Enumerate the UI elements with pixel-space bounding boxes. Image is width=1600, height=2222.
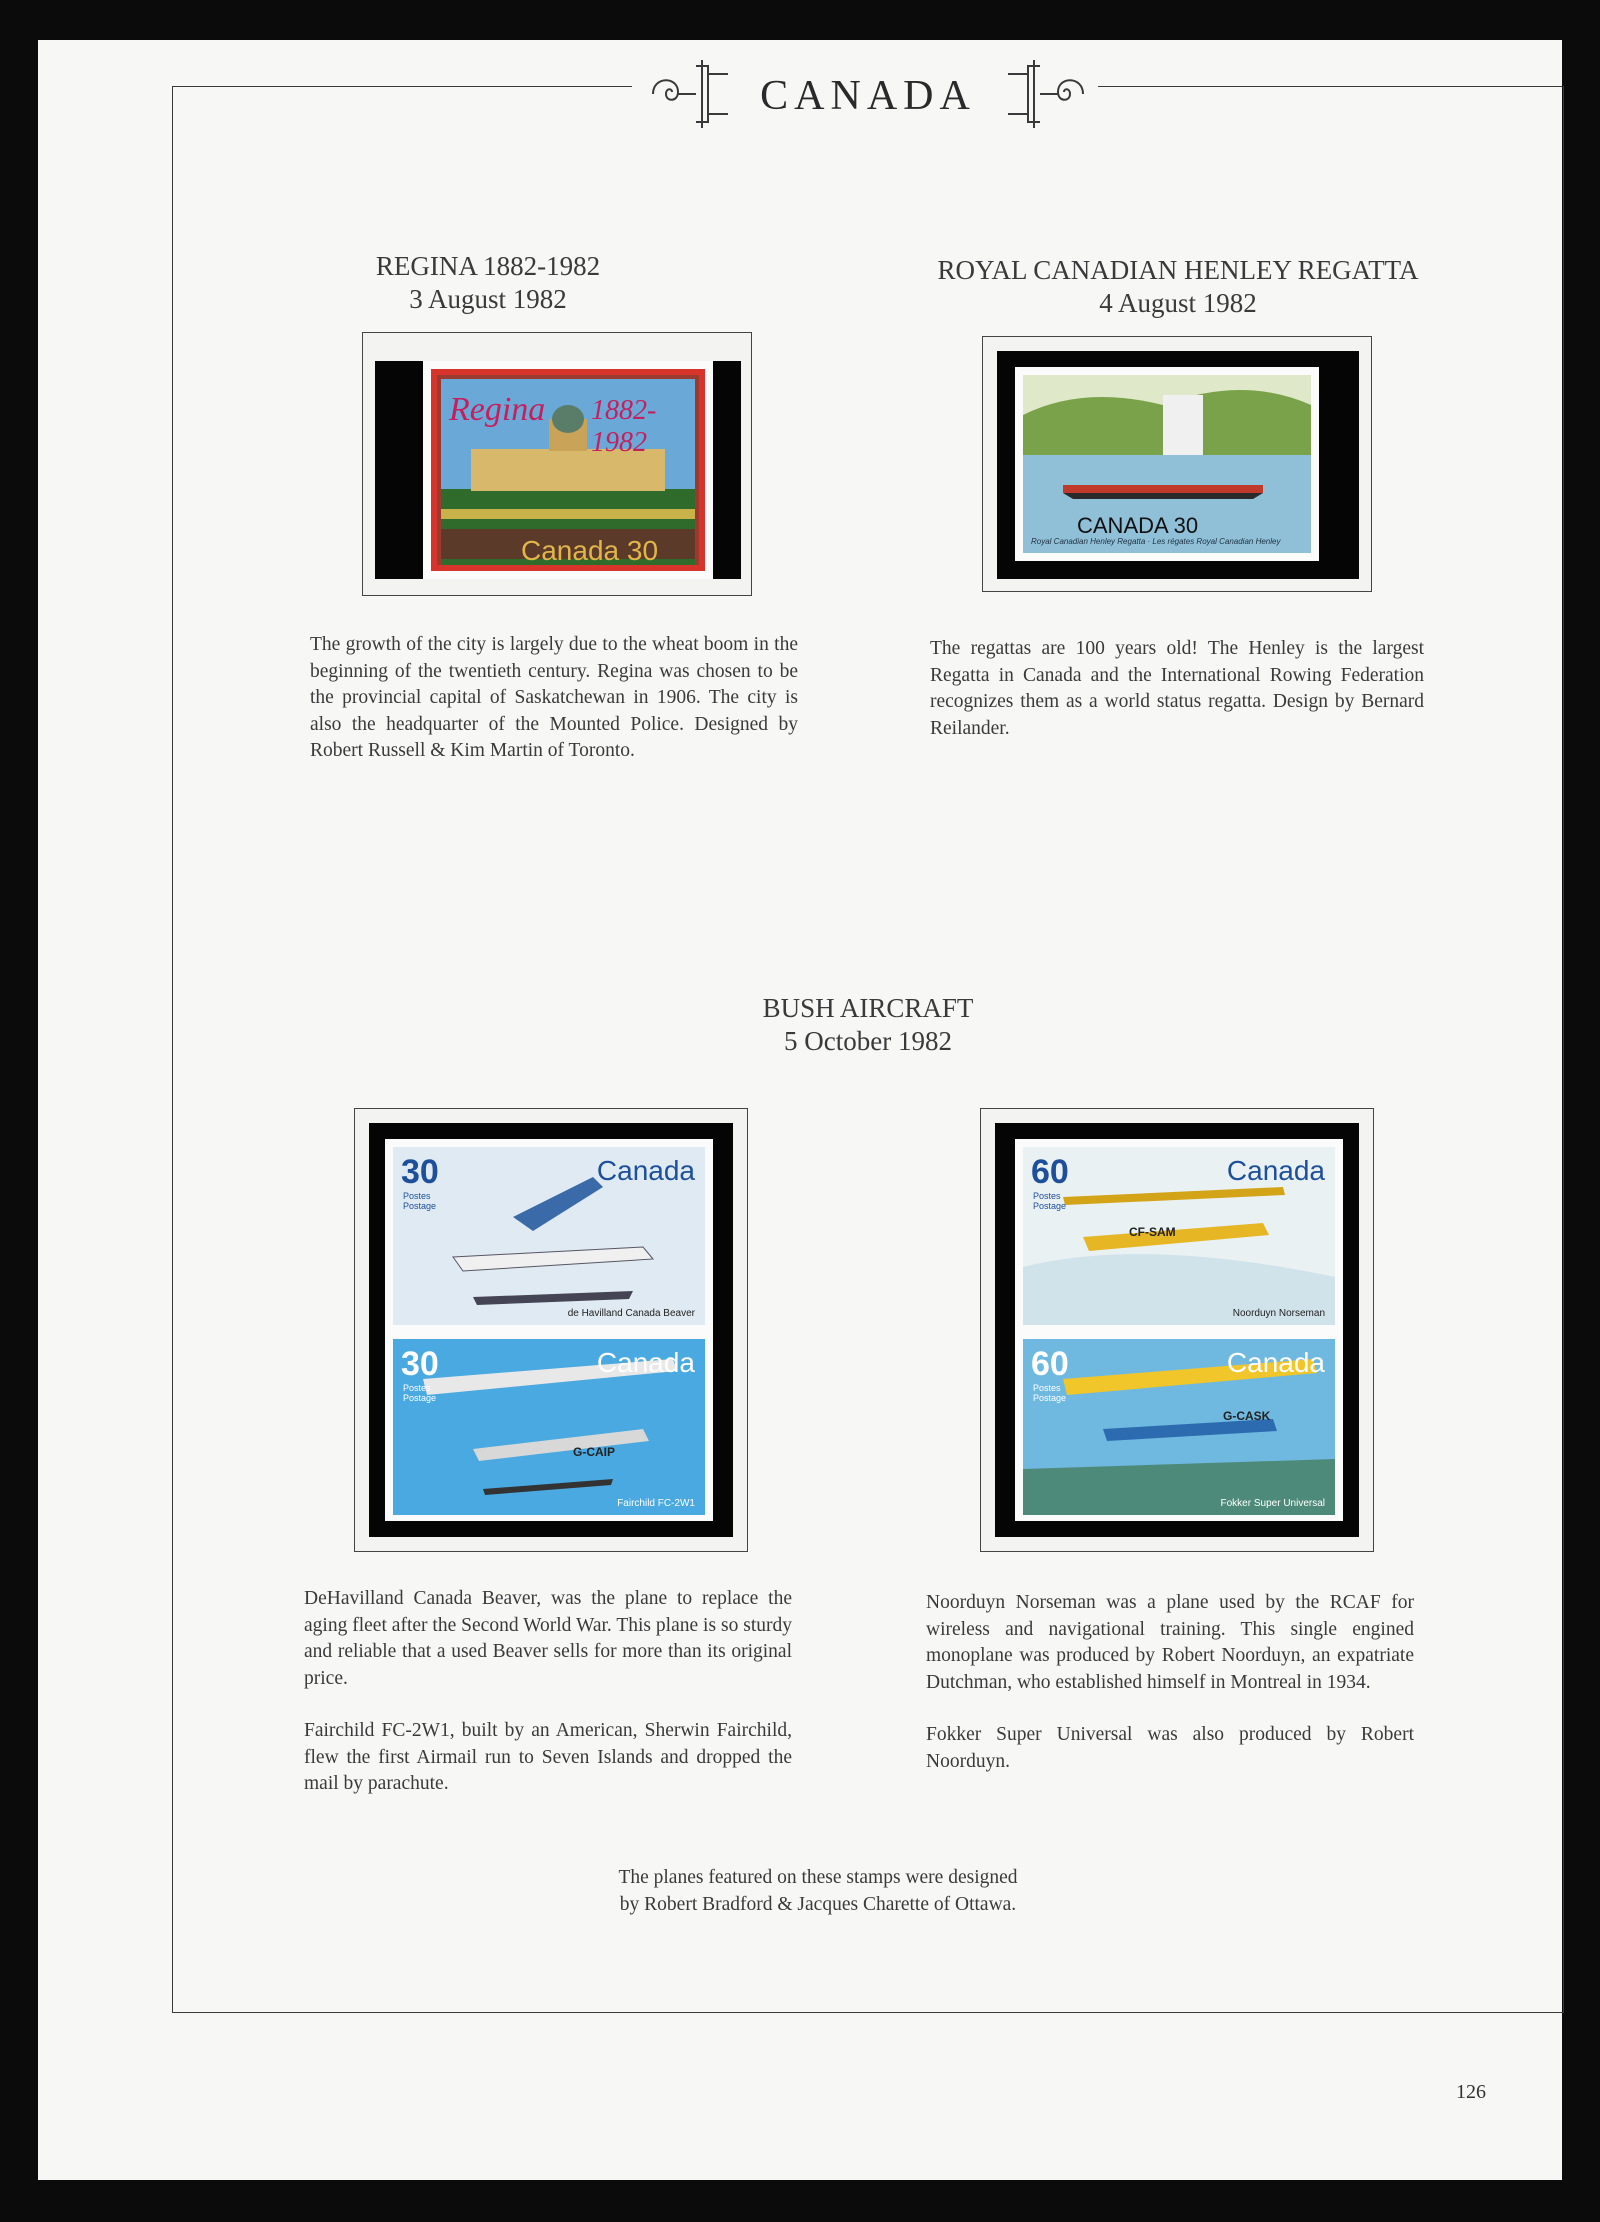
beaver-stamp-country: Canada	[596, 1155, 695, 1186]
norseman-stamp-caption: Noorduyn Norseman	[1232, 1308, 1325, 1319]
norseman-stamp-value: 60	[1031, 1153, 1069, 1191]
regina-mount	[362, 332, 752, 596]
regatta-title: ROYAL CANADIAN HENLEY REGATTA	[937, 255, 1419, 285]
footnote-line-2: by Robert Bradford & Jacques Charette of Ottawa.	[619, 1894, 1017, 1915]
beaver-stamp-value: 30	[401, 1153, 439, 1191]
norseman-stamp	[1023, 1147, 1335, 1325]
beaver-paragraph: DeHavilland Canada Beaver, was the plane to replace the aging fleet after the Second World War. This plane is so sturdy and reliable that a used Beaver sells for more than its original price.	[304, 1588, 792, 1689]
regina-title: REGINA 1882-1982	[375, 251, 601, 281]
fokker-stamp-caption: Fokker Super Universal	[1220, 1498, 1325, 1509]
regatta-stamp-country-value: CANADA 30	[1077, 513, 1199, 538]
designers-footnote	[498, 1864, 1138, 1918]
regatta-description: The regattas are 100 years old! The Henley is the largest Regatta in Canada and the International Rowing Federation recognizes them as a world status regatta. Design by Bernard Reilander.	[930, 638, 1424, 739]
norseman-stamp-reg: CF-SAM	[1129, 1225, 1176, 1239]
regatta-stamp	[1023, 375, 1311, 553]
fokker-paragraph: Fokker Super Universal was also produced by Robert Noorduyn.	[926, 1724, 1414, 1772]
bush-right-mount	[980, 1108, 1374, 1552]
fairchild-stamp-postage: Postes Postage	[403, 1383, 437, 1403]
regina-stamp-years: 1882-1982	[591, 395, 657, 458]
footnote-line-1: The planes featured on these stamps were designed	[618, 1867, 1018, 1888]
fokker-stamp-reg: G-CASK	[1223, 1409, 1271, 1423]
beaver-stamp	[393, 1147, 705, 1325]
regina-description: The growth of the city is largely due to the wheat boom in the beginning of the twentieth century. Regina was chosen to be the provincial capital of Saskatchewan in 1906. The city is also the headquarter of the Mounted Police. Designed by Robert Russell & Kim Martin of Toronto.	[310, 634, 798, 761]
fairchild-stamp-value: 30	[401, 1345, 439, 1383]
regatta-title-block	[898, 254, 1458, 320]
fairchild-stamp-reg: G-CAIP	[573, 1445, 615, 1459]
regatta-stamp-caption: Royal Canadian Henley Regatta · Les régates Royal Canadian Henley	[1031, 537, 1281, 546]
fokker-stamp-country: Canada	[1226, 1347, 1325, 1378]
fokker-stamp	[1023, 1339, 1335, 1515]
fairchild-stamp	[393, 1339, 705, 1515]
bush-left-mount	[354, 1108, 748, 1552]
page-number: 126	[1456, 2081, 1486, 2103]
norseman-paragraph: Noorduyn Norseman was a plane used by the RCAF for wireless and navigational training. This single engined monoplane was produced by Robert Noorduyn, an expatriate Dutchman, who established himself in Montreal in 1934.	[926, 1592, 1414, 1693]
regina-date: 3 August 1982	[409, 284, 567, 314]
regina-stamp-script: Regina	[449, 391, 546, 428]
regatta-date: 4 August 1982	[1099, 288, 1257, 318]
beaver-stamp-postage: Postes Postage	[403, 1191, 437, 1211]
regina-stamp-country: Canada 30	[521, 535, 659, 566]
border-top-left	[172, 86, 632, 87]
bush-title-block	[678, 992, 1058, 1058]
fairchild-stamp-country: Canada	[596, 1347, 695, 1378]
header-cartouche	[648, 54, 1088, 134]
fairchild-stamp-caption: Fairchild FC-2W1	[617, 1498, 695, 1509]
regina-title-block	[318, 250, 658, 316]
norseman-stamp-country: Canada	[1226, 1155, 1325, 1186]
beaver-stamp-caption: de Havilland Canada Beaver	[567, 1308, 695, 1319]
fokker-stamp-value: 60	[1031, 1345, 1069, 1383]
regina-stamp	[431, 369, 705, 571]
page-title: CANADA	[760, 73, 976, 119]
border-top-right	[1098, 86, 1562, 87]
bush-title: BUSH AIRCRAFT	[762, 993, 974, 1023]
bush-right-description	[926, 1590, 1414, 1775]
norseman-stamp-postage: Postes Postage	[1033, 1191, 1067, 1211]
bush-left-description	[304, 1586, 792, 1798]
fokker-stamp-postage: Postes Postage	[1033, 1383, 1067, 1403]
album-page	[38, 40, 1562, 2180]
bush-date: 5 October 1982	[784, 1026, 952, 1056]
regatta-mount	[982, 336, 1372, 592]
fairchild-paragraph: Fairchild FC-2W1, built by an American, Sherwin Fairchild, flew the first Airmail run to Seven Islands and dropped the mail by parachute.	[304, 1720, 792, 1794]
